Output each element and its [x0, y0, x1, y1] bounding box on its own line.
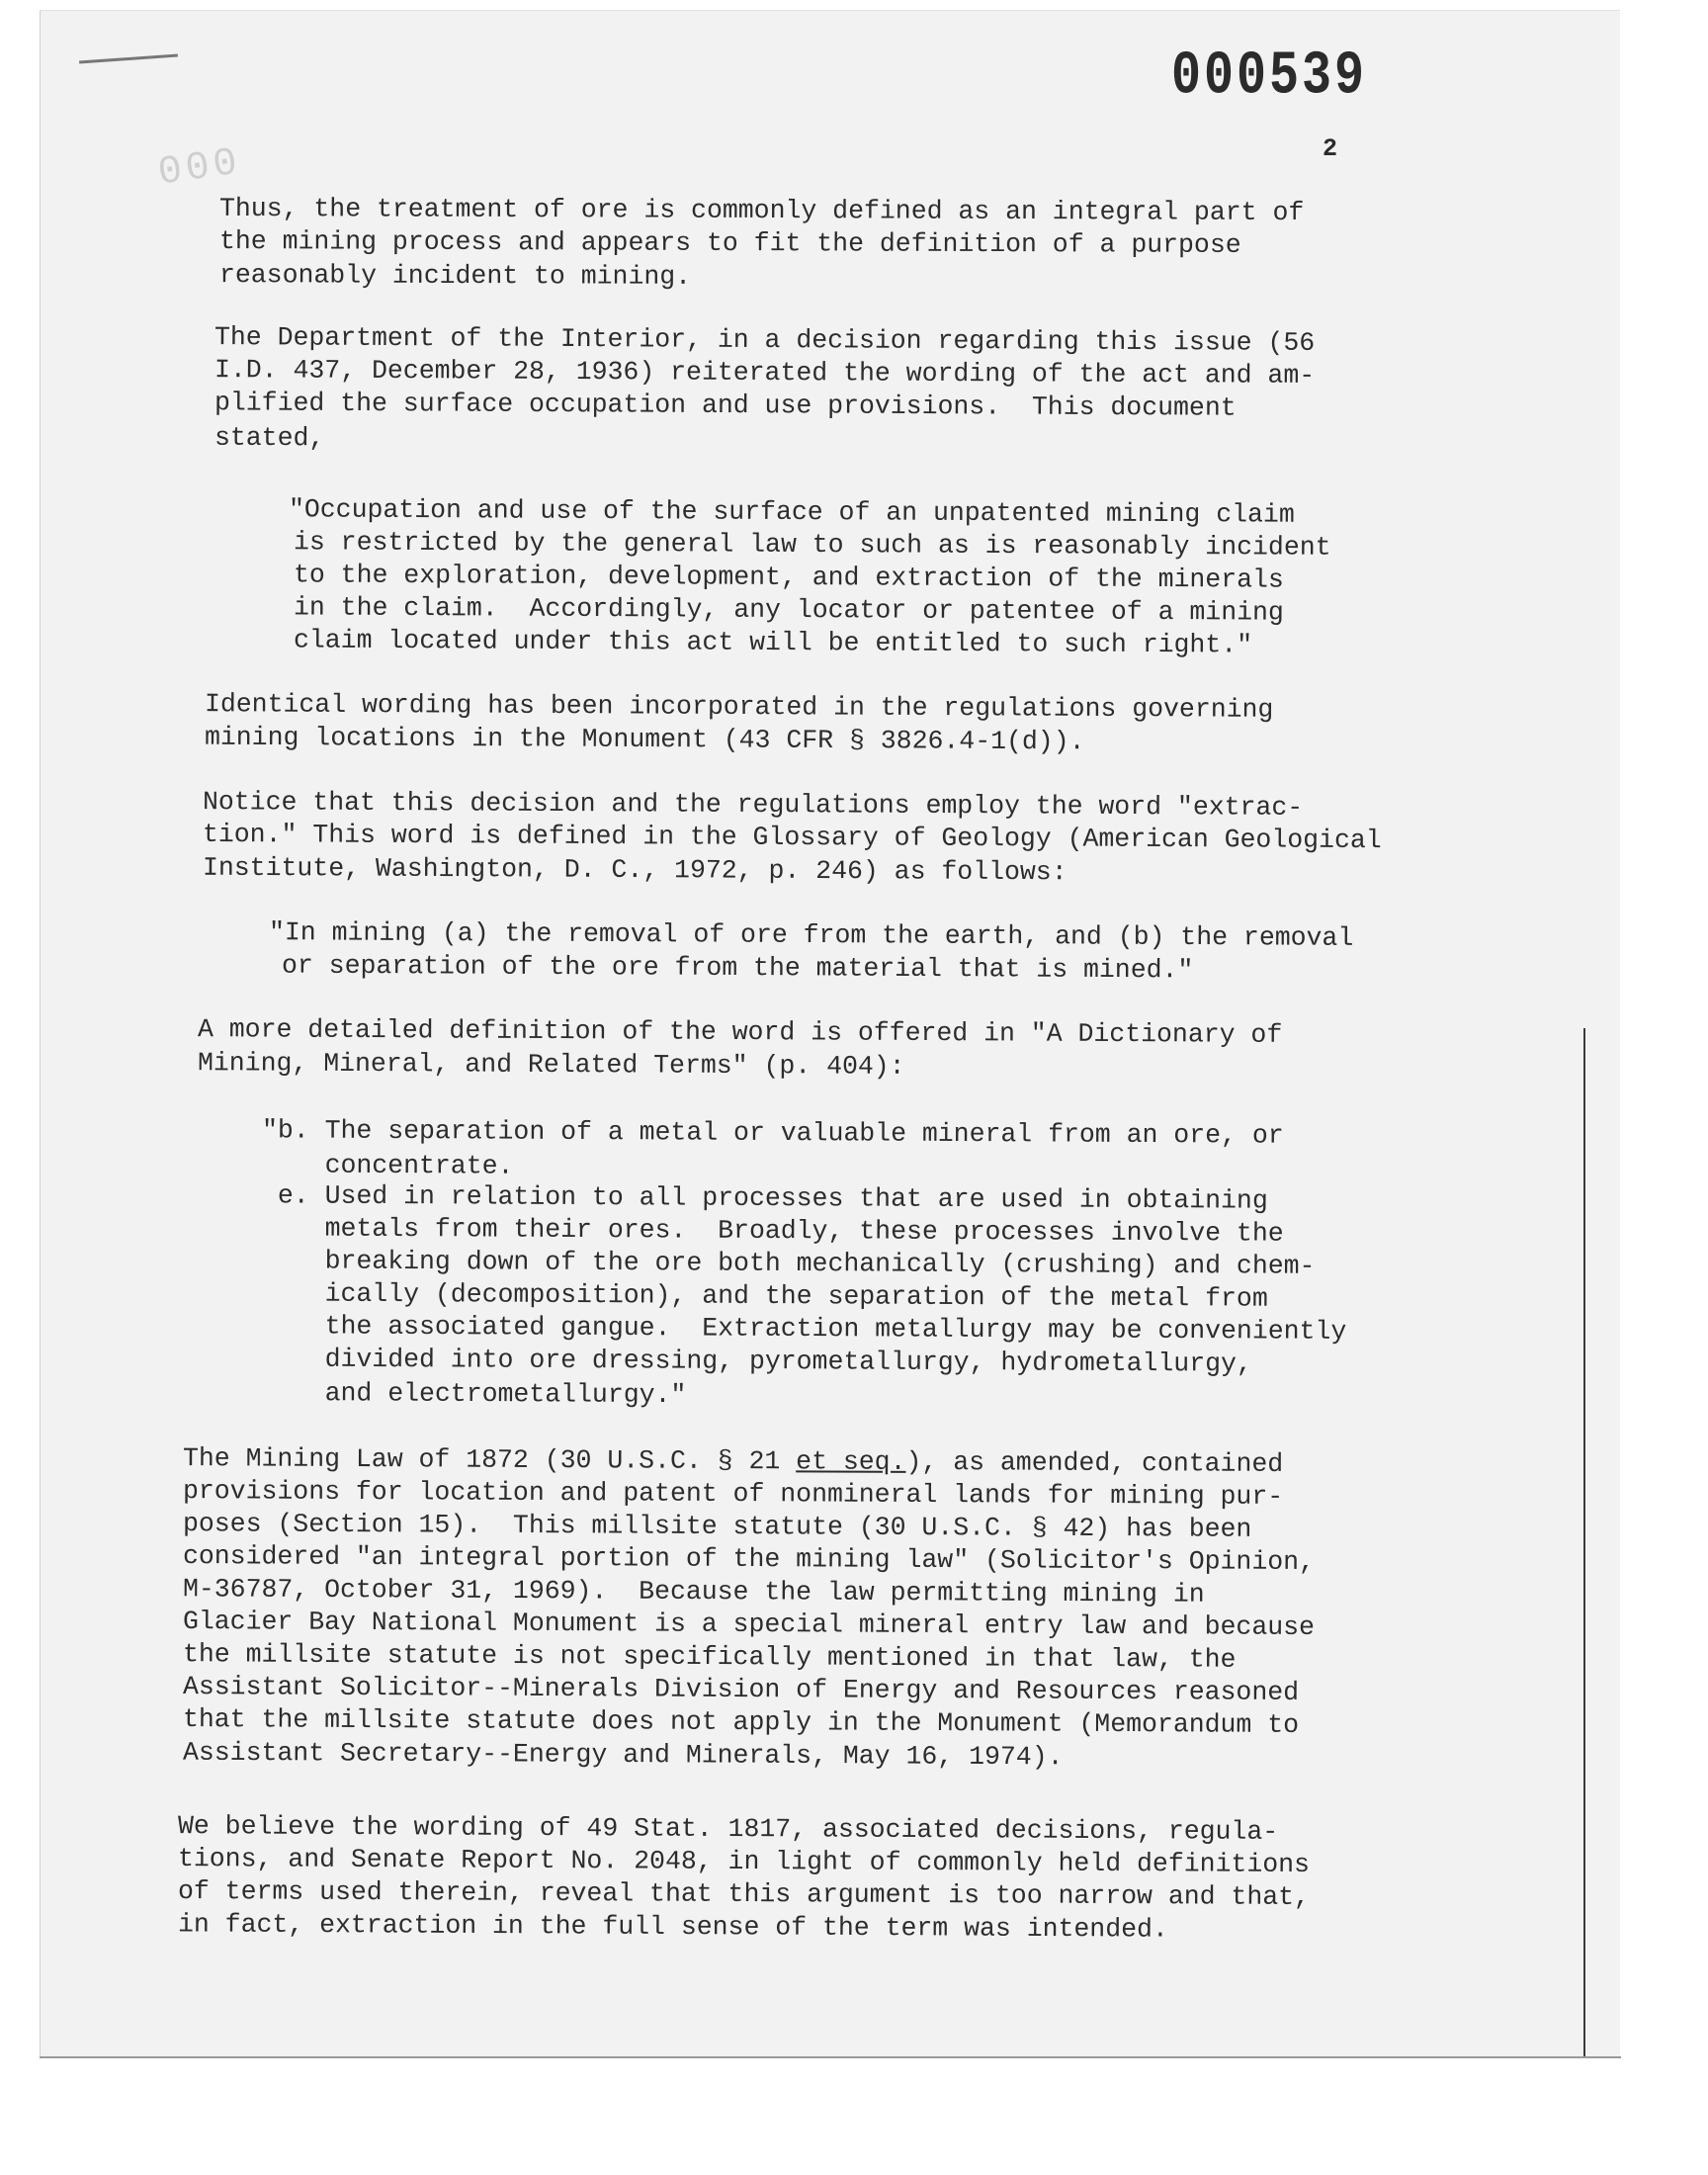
text-line: Glacier Bay National Monument is a special mineral entry law and because	[182, 1607, 1316, 1642]
text-line: "Occupation and use of the surface of an unpatented mining claim	[288, 494, 1295, 530]
text-line: Mining, Mineral, and Related Terms" (p. 404):	[197, 1048, 905, 1082]
page-bottom-edge	[40, 2056, 1621, 2058]
text-line: Thus, the treatment of ore is commonly defined as an integral part of	[218, 193, 1305, 228]
text-line: The Department of the Interior, in a decision regarding this issue (56	[214, 322, 1316, 358]
text-line: claim located under this act will be entitled to such right."	[293, 625, 1253, 660]
text-line: Notice that this decision and the regulations employ the word "extrac-	[202, 787, 1304, 823]
text-line: to the exploration, development, and extraction of the minerals	[293, 560, 1284, 595]
text-line: M-36787, October 31, 1969). Because the law permitting mining in	[182, 1574, 1205, 1610]
text-line: Institute, Washington, D. C., 1972, p. 246) as follows:	[202, 852, 1068, 888]
text-line: the mining process and appears to fit the definition of a purpose	[218, 226, 1241, 260]
text-line: stated,	[214, 422, 325, 454]
text-line: tion." This word is defined in the Glossary of Geology (American Geological	[202, 819, 1382, 856]
text-line: in the claim. Accordingly, any locator or patentee of a mining	[293, 592, 1284, 628]
text-line: and electrometallurgy."	[261, 1377, 687, 1411]
document-stamp-number: 000539	[1171, 42, 1368, 113]
text-line: mining locations in the Monument (43 CFR § 3826.4-1(d)).	[204, 722, 1085, 757]
text-line: We believe the wording of 49 Stat. 1817, associated decisions, regula-	[177, 1811, 1279, 1847]
text-line: that the millsite statute does not apply in the Monument (Memorandum to	[182, 1704, 1300, 1740]
text-line: or separation of the ore from the material that is mined."	[281, 950, 1194, 986]
text-line: Assistant Secretary--Energy and Minerals, May 16, 1974).	[182, 1737, 1064, 1773]
text-line: divided into ore dressing, pyrometallurgy, hydrometallurgy,	[261, 1344, 1252, 1379]
text-line: poses (Section 15). This millsite statute (30 U.S.C. § 42) has been	[182, 1509, 1252, 1544]
page-edge-rule	[1583, 1028, 1585, 2056]
text-line: the millsite statute is not specifically mentioned in that law, the	[182, 1639, 1237, 1675]
text-segment: ), as amended, contained	[905, 1446, 1284, 1479]
text-line: "b. The separation of a metal or valuable mineral from an ore, or	[261, 1115, 1284, 1151]
page-number: 2	[1323, 134, 1338, 163]
text-line: Identical wording has been incorporated in the regulations governing	[204, 689, 1274, 725]
text-line: is restricted by the general law to such as is reasonably incident	[293, 527, 1331, 563]
text-line: ically (decomposition), and the separation of the metal from	[261, 1278, 1268, 1314]
text-line: tions, and Senate Report No. 2048, in light of commonly held definitions	[177, 1844, 1311, 1879]
text-line: considered "an integral portion of the mining law" (Solicitor's Opinion,	[182, 1541, 1316, 1577]
text-line: the associated gangue. Extraction metallurgy may be conveniently	[261, 1311, 1347, 1347]
text-line: Assistant Solicitor--Minerals Division of Energy and Resources reasoned	[182, 1672, 1300, 1707]
text-line: provisions for location and patent of nonmineral lands for mining pur-	[182, 1476, 1284, 1512]
text-line: of terms used therein, reveal that this argument is too narrow and that,	[177, 1876, 1311, 1912]
text-segment: The Mining Law of 1872 (30 U.S.C. § 21	[182, 1443, 797, 1477]
text-line: in fact, extraction in the full sense of the term was intended.	[177, 1909, 1168, 1945]
text-line: reasonably incident to mining.	[218, 260, 692, 292]
text-line: metals from their ores. Broadly, these processes involve the	[261, 1213, 1284, 1249]
faint-stamp-number: 000	[155, 140, 244, 197]
text-line: breaking down of the ore both mechanically (crushing) and chem-	[261, 1246, 1316, 1281]
text-line: I.D. 437, December 28, 1936) reiterated the wording of the act and am-	[214, 355, 1316, 391]
text-line: plified the surface occupation and use provisions. This document	[214, 388, 1237, 423]
latin-term: et seq.	[796, 1446, 906, 1477]
text-line: "In mining (a) the removal of ore from the earth, and (b) the removal	[268, 917, 1354, 953]
text-line: A more detailed definition of the word is offered in "A Dictionary of	[197, 1014, 1283, 1050]
text-line: concentrate.	[261, 1150, 514, 1181]
text-line: e. Used in relation to all processes that are used in obtaining	[261, 1180, 1268, 1216]
